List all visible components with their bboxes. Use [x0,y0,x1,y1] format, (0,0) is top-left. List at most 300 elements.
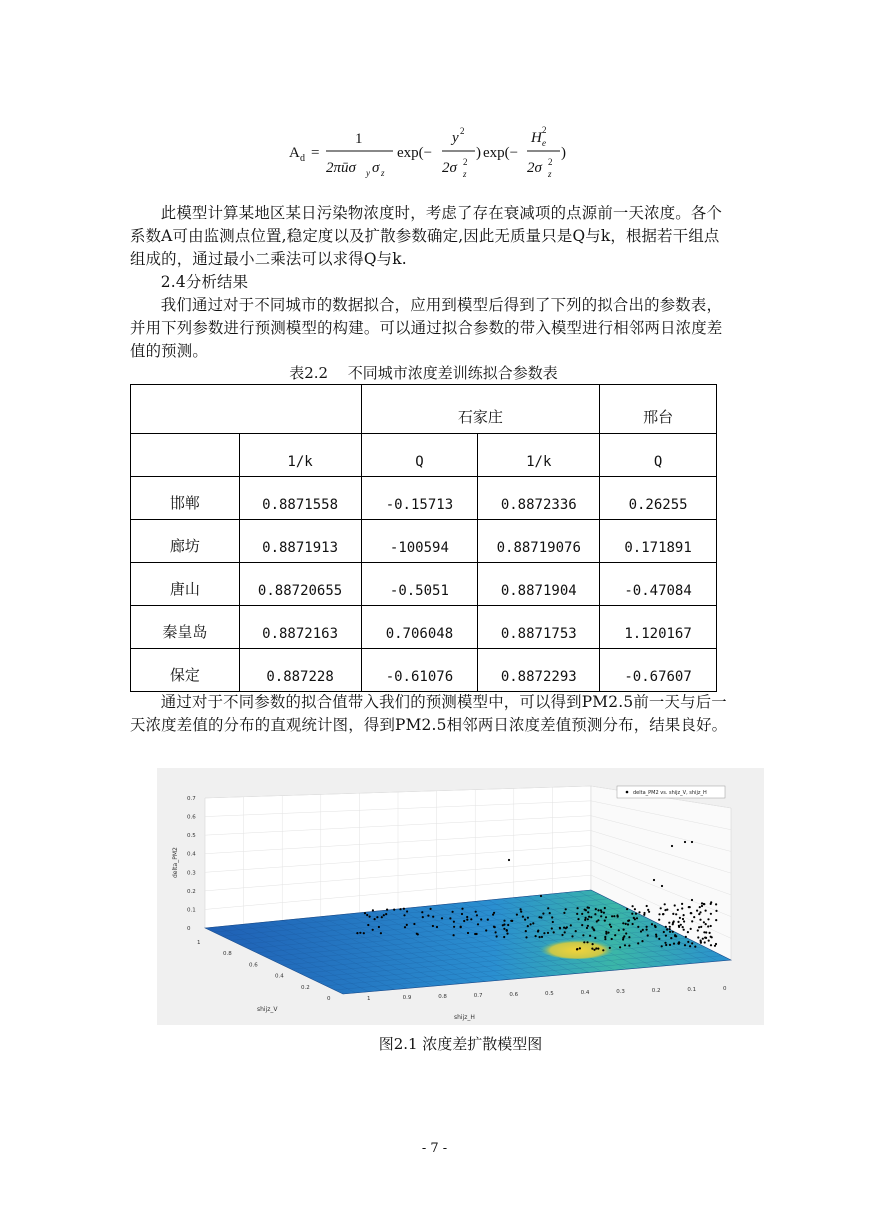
scatter-point [697,936,699,938]
scatter-point [704,941,706,943]
scatter-point [701,905,703,907]
scatter-point [646,905,648,907]
scatter-point [577,907,579,909]
scatter-point [503,928,505,930]
scatter-point [607,932,609,934]
scatter-point [707,918,709,920]
scatter-point [681,907,683,909]
scatter-point [691,841,693,843]
scatter-point [635,913,637,915]
scatter-point [374,918,376,920]
scatter-point [710,936,712,938]
scatter-point [674,935,676,937]
scatter-point [617,916,619,918]
cell: 0.887228 [239,649,361,692]
legend [617,786,725,798]
scatter-point [467,932,469,934]
cell: 0.706048 [361,606,478,649]
cell: 0.171891 [600,520,717,563]
scatter-point [466,919,468,921]
scatter-point [449,917,451,919]
scatter-point [625,932,627,934]
scatter-point [541,936,543,938]
y-tick-label: 0 [327,996,331,1002]
x-tick-label: 0.4 [580,990,590,996]
scatter-point [563,927,565,929]
scatter-point [477,923,479,925]
scatter-point [579,947,581,949]
scatter-point [605,916,607,918]
scatter-point [643,914,645,916]
scatter-point [660,907,662,909]
legend-entry: delta_PM2 vs. shijz_V, shijz_H [633,790,707,796]
scatter-point [703,931,705,933]
scatter-point [655,935,657,937]
scatter-point [705,910,707,912]
cell: 0.8872163 [239,606,361,649]
scatter-point [654,925,656,927]
scatter-point [551,927,553,929]
svg-text:): ) [561,145,566,161]
scatter-point [547,932,549,934]
section-heading: 2.4分析结果 [160,273,249,291]
z-tick-label: 0.7 [187,796,196,802]
scatter-point [460,926,462,928]
scatter-point [710,913,712,915]
scatter-point [636,917,638,919]
x-tick-label: 0.3 [616,989,625,995]
scatter-point [698,913,700,915]
sub-header-1k-sjz: 1/k [239,434,361,477]
scatter-point [594,913,596,915]
scatter-point [674,904,676,906]
scatter-point [681,903,683,905]
scatter-point [613,915,615,917]
scatter-point [669,931,671,933]
scatter-point [564,931,566,933]
scatter-point [619,946,621,948]
scatter-point [678,925,680,927]
scatter-point [380,932,382,934]
scatter-point [624,944,626,946]
cell: 0.8872293 [478,649,600,692]
scatter-point [432,925,434,927]
x-tick-label: 0 [723,986,727,992]
scatter-point [537,930,539,932]
x-tick-label: 0.7 [473,993,483,999]
scatter-point [496,935,498,937]
scatter-point [670,937,672,939]
scatter-point [576,948,578,950]
scatter-point [510,920,512,922]
scatter-point [702,938,704,940]
scatter-point [669,928,671,930]
scatter-point [570,924,572,926]
sub-header-1k-xt: 1/k [478,434,600,477]
scatter-point [592,943,594,945]
surface-plot-svg [157,768,764,1025]
scatter-point [603,912,605,914]
scatter-point [609,947,611,949]
scatter-point [661,945,663,947]
row-city: 秦皇岛 [131,606,240,649]
fitting-parameter-table-body [130,384,717,692]
scatter-point [422,916,424,918]
z-tick-label: 0.6 [187,814,196,821]
scatter-point [663,931,665,933]
scatter-point [634,908,636,910]
z-axis-label: delta_PM2 [172,847,179,878]
scatter-point [690,928,692,930]
table-row [131,563,717,606]
scatter-point [678,943,680,945]
scatter-point [502,924,504,926]
scatter-point [611,915,613,917]
scatter-point [680,924,682,926]
x-tick-label: 0.1 [687,987,697,993]
scatter-point [453,926,455,928]
cell: 0.88719076 [478,520,600,563]
scatter-point [658,919,660,921]
scatter-point [683,914,685,916]
scatter-point [691,920,693,922]
scatter-point [631,913,633,915]
cell: 0.8871753 [478,606,600,649]
scatter-point [503,920,505,922]
scatter-point [647,934,649,936]
scatter-point [640,930,642,932]
scatter-point [587,911,589,913]
scatter-point [571,935,573,937]
scatter-point [399,908,401,910]
scatter-point [582,934,584,936]
scatter-point [539,936,541,938]
z-tick-label: 0 [187,926,191,932]
cell: -0.15713 [361,477,478,520]
scatter-point [585,909,587,911]
scatter-point [708,940,710,942]
cell: -0.47084 [600,563,717,606]
y-tick-label: 0.8 [223,951,232,958]
diffusion-formula [285,118,585,188]
scatter-point [576,913,578,915]
scatter-point [543,932,545,934]
formula-lhs: A [289,145,300,161]
scatter-point [715,910,717,912]
scatter-point [385,913,387,915]
scatter-point [427,915,429,917]
scatter-point [575,930,577,932]
scatter-point [700,942,702,944]
scatter-point [682,926,684,928]
scatter-point [485,929,487,931]
scatter-point [527,917,529,919]
svg-text:2: 2 [542,125,547,135]
svg-text:z: z [548,169,552,179]
scatter-point [710,903,712,905]
scatter-point [604,907,606,909]
x-tick-label: 0.5 [545,991,554,997]
svg-text:e: e [542,138,546,148]
scatter-point [596,920,598,922]
scatter-point [585,917,587,919]
scatter-point [622,922,624,924]
scatter-point [372,909,374,911]
scatter-point [525,936,527,938]
scatter-point [632,923,634,925]
paragraph-model-description: 此模型计算某地区某日污染物浓度时，考虑了存在衰减项的点源前一天浓度。各个系数A可由监测点位置,稳定度以及扩散参数确定,因此无质量只是Q与k，根据若干组点组成的，通过最小二乘法可以求得Q与k. [130,204,723,268]
scatter-point [665,935,667,937]
scatter-point [602,949,604,951]
scatter-point [547,907,549,909]
scatter-point [561,934,563,936]
scatter-point [588,907,590,909]
scatter-point [600,915,602,917]
cell: 1.120167 [600,606,717,649]
table-caption: 表2.2 不同城市浓度差训练拟合参数表 [289,364,558,382]
cell: -0.61076 [361,649,478,692]
scatter-point [589,935,591,937]
svg-text:H: H [531,130,542,146]
scatter-point [538,916,540,918]
scatter-point [637,942,639,944]
scatter-point [591,926,593,928]
scatter-point [641,940,643,942]
scatter-point [703,921,705,923]
scatter-point [687,931,689,933]
scatter-point [381,916,383,918]
scatter-point [413,923,415,925]
sub-header-q-sjz: Q [361,434,478,477]
scatter-point [591,948,593,950]
scatter-point [611,938,613,940]
scatter-point [710,925,712,927]
formula-denominator: 2πūσ [326,160,356,176]
scatter-point [709,932,711,934]
y-tick-label: 1 [197,940,201,946]
svg-text:2: 2 [463,157,468,167]
scatter-point [697,929,699,931]
svg-text:z: z [381,168,385,178]
z-tick-label: 0.5 [187,833,196,840]
y-axis-label: shijz_V [257,1006,278,1013]
svg-text:z: z [463,169,467,179]
scatter-point [577,918,579,920]
scatter-point [669,944,671,946]
scatter-point [542,913,544,915]
scatter-point [359,932,361,934]
scatter-point [691,899,693,901]
scatter-point [677,921,679,923]
scatter-point [587,925,589,927]
scatter-point [668,922,670,924]
scatter-point [625,923,627,925]
scatter-point [587,918,589,920]
scatter-point [690,912,692,914]
x-axis-label: shijz_H [454,1014,475,1021]
scatter-point [610,926,612,928]
scatter-point [715,919,717,921]
scatter-point [700,926,702,928]
scatter-point [403,914,405,916]
scatter-point [666,909,668,911]
header-shijiazhuang: 石家庄 [361,385,600,434]
scatter-point [622,937,624,939]
table-sub-header-row [131,434,717,477]
x-tick-label: 0.6 [509,992,519,998]
figure-3d-surface [157,768,764,1025]
scatter-point [665,926,667,928]
scatter-point [683,929,685,931]
scatter-point [703,903,705,905]
z-tick-label: 0.4 [187,851,196,858]
scatter-point [369,916,371,918]
scatter-point [707,925,709,927]
scatter-point [417,933,419,935]
scatter-point [367,924,369,926]
scatter-point [704,937,706,939]
scatter-point [476,914,478,916]
scatter-point [651,923,653,925]
scatter-point [642,929,644,931]
scatter-point [628,945,630,947]
figure-caption: 图2.1 浓度差扩散模型图 [378,1035,543,1053]
header-xingtai: 邢台 [600,385,717,434]
scatter-point [563,912,565,914]
scatter-point [628,936,630,938]
scatter-point [604,938,606,940]
svg-text:2: 2 [548,157,553,167]
scatter-point [715,903,717,905]
paragraph-result: 通过对于不同参数的拟合值带入我们的预测模型中，可以得到PM2.5前一天与后一天浓度差值的分布的直观统计图，得到PM2.5相邻两日浓度差值预测分布，结果良好。 [130,693,728,734]
svg-text:y: y [366,168,370,178]
scatter-point [549,912,551,914]
scatter-point [525,930,527,932]
sub-header-q-xt: Q [600,434,717,477]
scatter-point [386,909,388,911]
row-city: 保定 [131,649,240,692]
scatter-point [583,941,585,943]
scatter-point [383,914,385,916]
table-group-header-row [131,385,717,434]
scatter-point [665,944,667,946]
scatter-point [584,919,586,921]
scatter-point [597,909,599,911]
scatter-point [604,936,606,938]
scatter-point [698,926,700,928]
scatter-point [705,923,707,925]
scatter-point [474,933,476,935]
scatter-point [535,935,537,937]
z-tick-label: 0.2 [187,888,196,895]
svg-text:2σ: 2σ [442,160,457,176]
scatter-point [700,940,702,942]
cell: -0.5051 [361,563,478,606]
scatter-point [492,914,494,916]
scatter-point [376,916,378,918]
scatter-point [508,859,510,861]
scatter-point [597,948,599,950]
scatter-point [403,908,405,910]
scatter-point [637,926,639,928]
scatter-point [522,916,524,918]
scatter-point [627,920,629,922]
svg-text:σ: σ [372,160,380,176]
svg-text:=: = [311,145,320,161]
scatter-point [714,945,716,947]
scatter-point [461,913,463,915]
scatter-point [685,936,687,938]
y-tick-label: 0.2 [301,984,310,991]
scatter-point [710,944,712,946]
cell: 0.8871904 [478,563,600,606]
scatter-point [520,908,522,910]
scatter-point [595,908,597,910]
x-tick-label: 0.8 [438,994,447,1000]
formula-exp1: exp(− [397,145,433,161]
scatter-point [586,941,588,943]
scatter-point [694,946,696,948]
row-city: 廊坊 [131,520,240,563]
formula-numerator: 1 [355,131,363,147]
scatter-point [463,920,465,922]
scatter-point [461,908,463,910]
scatter-point [666,928,668,930]
scatter-point [673,943,675,945]
scatter-point [432,916,434,918]
scatter-point [662,913,664,915]
scatter-point [503,936,505,938]
scatter-point [507,924,509,926]
cell: -100594 [361,520,478,563]
scatter-point [594,937,596,939]
scatter-point [524,919,526,921]
scatter-point [691,942,693,944]
scatter-point [372,929,374,931]
cell: 0.8872336 [478,477,600,520]
scatter-point [646,926,648,928]
scatter-point [655,934,657,936]
scatter-point [430,908,432,910]
scatter-point [378,926,380,928]
scatter-point [632,905,634,907]
scatter-point [540,895,542,897]
scatter-point [506,930,508,932]
scatter-point [540,916,542,918]
row-city: 唐山 [131,563,240,606]
scatter-point [593,949,595,951]
scatter-point [452,911,454,913]
scatter-point [393,909,395,911]
scatter-point [566,926,568,928]
scatter-point [664,942,666,944]
scatter-point [658,938,660,940]
scatter-point [520,911,522,913]
cell: 0.88720655 [239,563,361,606]
scatter-point [677,909,679,911]
scatter-point [586,927,588,929]
scatter-point [672,913,674,915]
scatter-point [495,931,497,933]
scatter-point [466,916,468,918]
scatter-point [406,924,408,926]
x-tick-label: 0.2 [651,988,661,994]
table-row [131,477,717,520]
scatter-point [453,934,455,936]
scatter-point [605,933,607,935]
y-tick-label: 0.4 [275,973,284,980]
scatter-point [516,914,518,916]
